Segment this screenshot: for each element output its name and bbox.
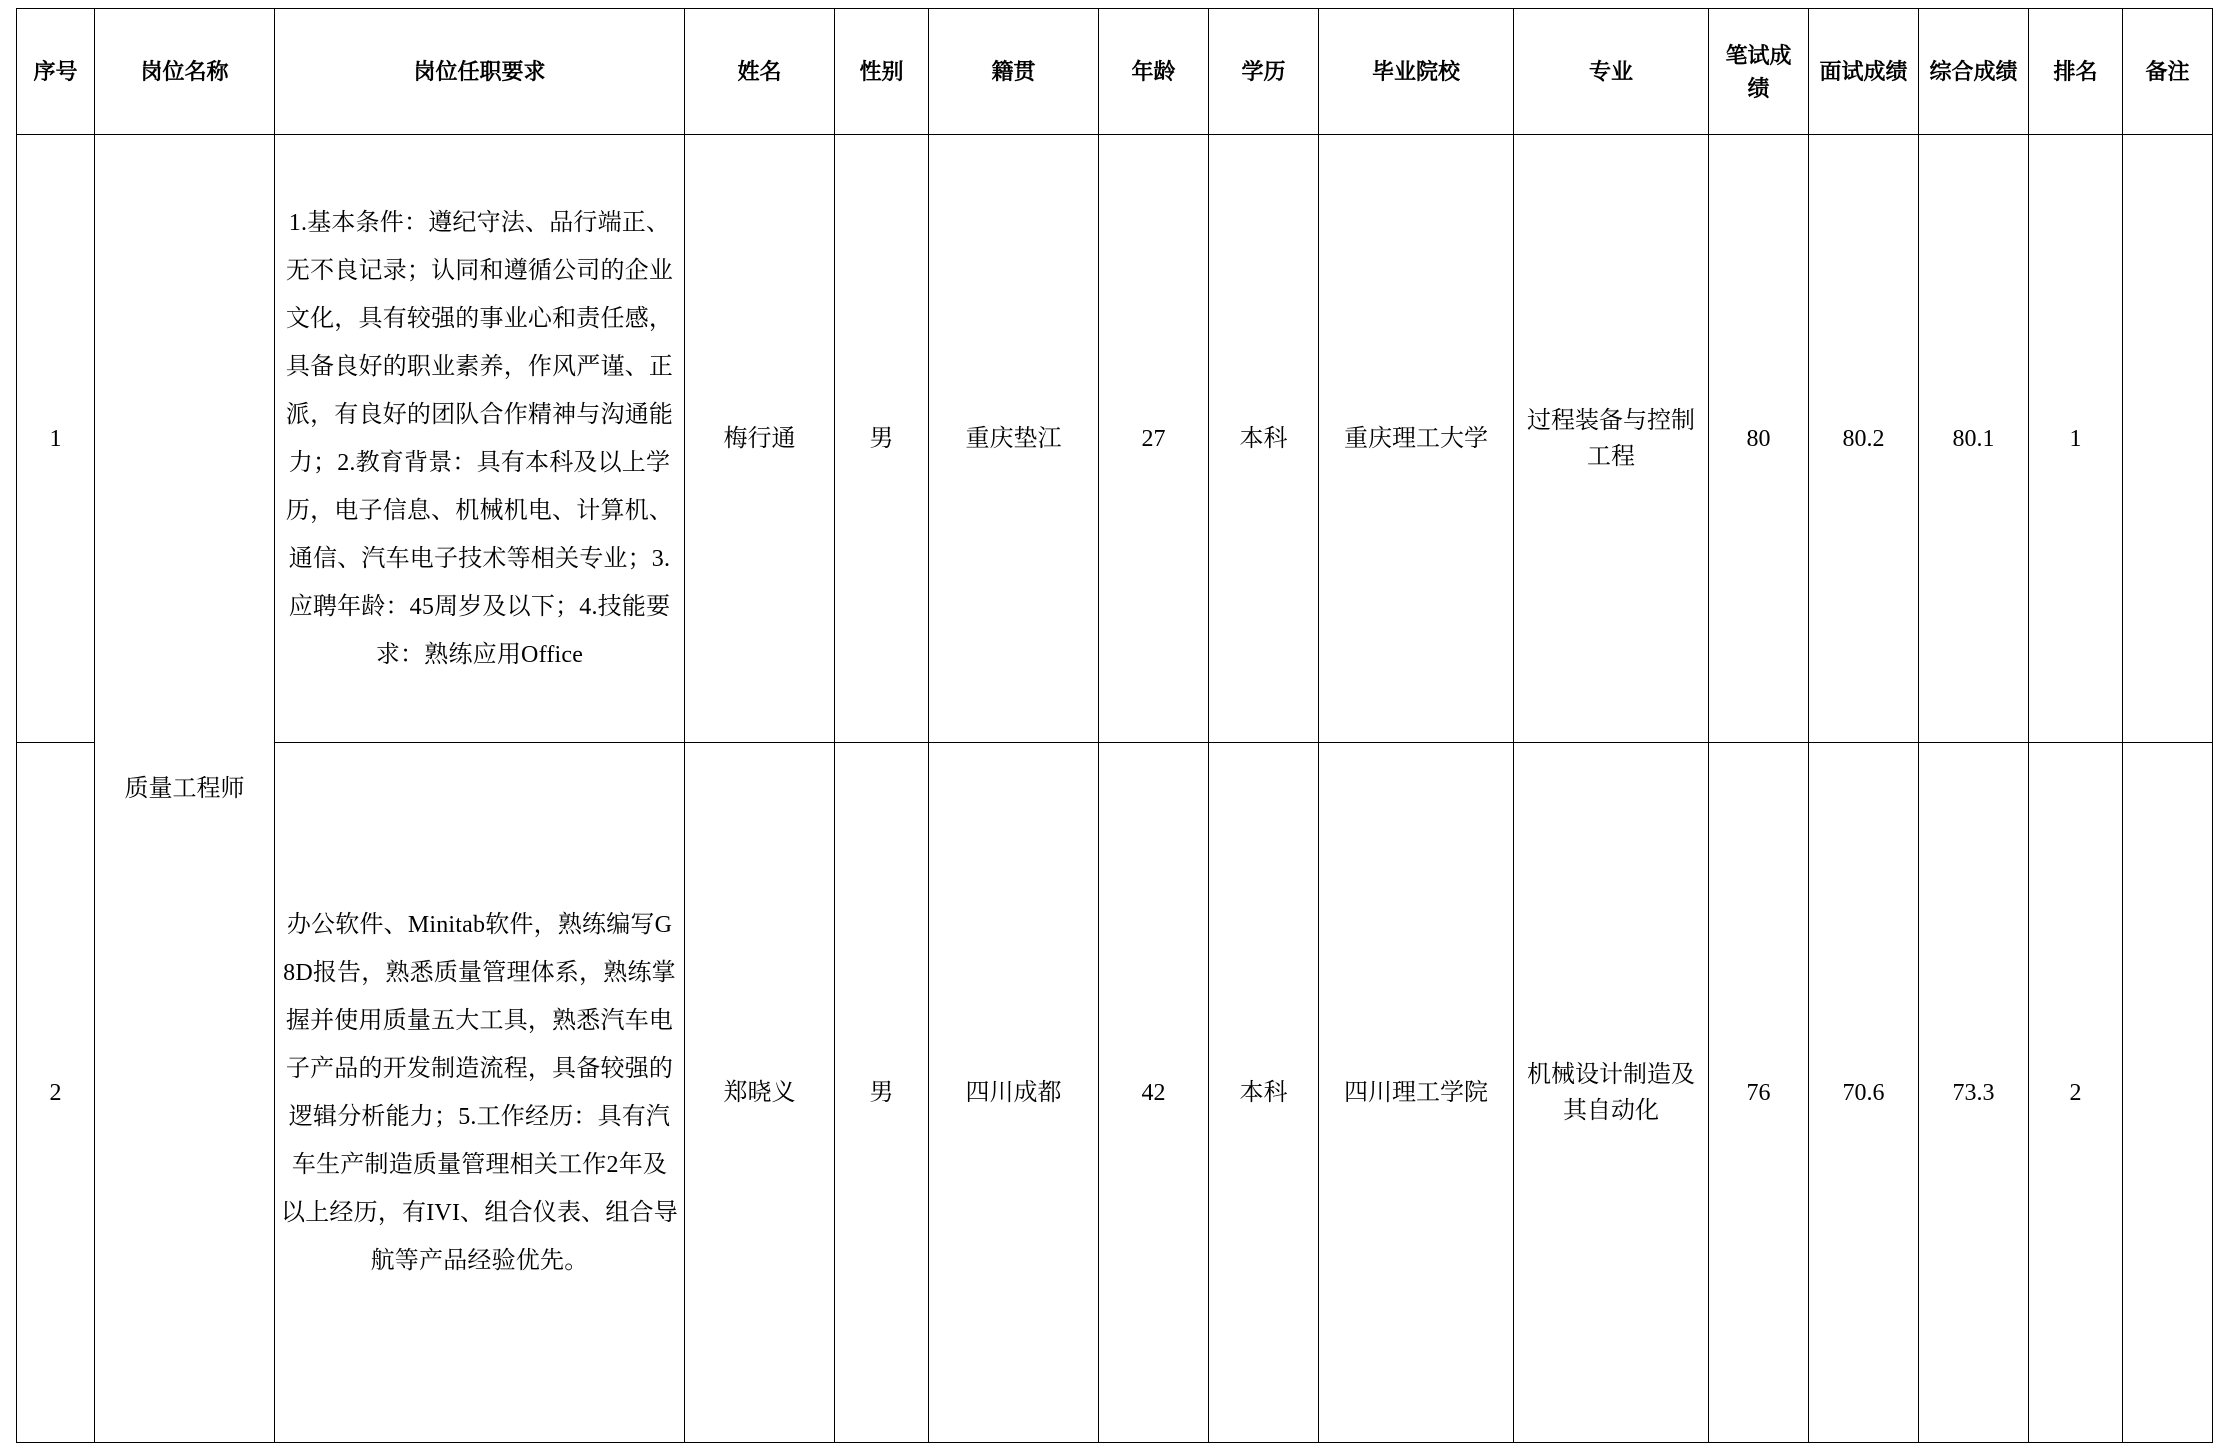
column-header-major: 专业: [1514, 9, 1709, 135]
cell-name: 郑晓义: [685, 743, 835, 1443]
cell-rank: 2: [2029, 743, 2123, 1443]
cell-gender: 男: [835, 135, 929, 743]
column-header-gender: 性别: [835, 9, 929, 135]
cell-major: 机械设计制造及其自动化: [1514, 743, 1709, 1443]
cell-seq: 1: [17, 135, 95, 743]
column-header-origin: 籍贯: [929, 9, 1099, 135]
recruitment-results-table: [16, 8, 2213, 1443]
cell-school: 重庆理工大学: [1319, 135, 1514, 743]
column-header-rank: 排名: [2029, 9, 2123, 135]
cell-seq: 2: [17, 743, 95, 1443]
cell-rank: 1: [2029, 135, 2123, 743]
cell-age: 42: [1099, 743, 1209, 1443]
table-header: [17, 9, 2213, 135]
column-header-name: 姓名: [685, 9, 835, 135]
column-header-education: 学历: [1209, 9, 1319, 135]
cell-total-score: 80.1: [1919, 135, 2029, 743]
cell-remark: [2123, 135, 2213, 743]
column-header-remark: 备注: [2123, 9, 2213, 135]
cell-remark: [2123, 743, 2213, 1443]
cell-total-score: 73.3: [1919, 743, 2029, 1443]
cell-school: 四川理工学院: [1319, 743, 1514, 1443]
table-body: [17, 135, 2213, 1443]
table-row: [17, 743, 2213, 1443]
cell-origin: 重庆垫江: [929, 135, 1099, 743]
requirement-text: 1.基本条件：遵纪守法、品行端正、无不良记录；认同和遵循公司的企业文化，具有较强的事业心和责任感，具备良好的职业素养，作风严谨、正派，有良好的团队合作精神与沟通能力；2.教育背景：具有本科及以上学历，电子信息、机械机电、计算机、通信、汽车电子技术等相关专业；3.应聘年龄：45周岁及以下；4.技能要求：熟练应用Office: [285, 209, 674, 668]
column-header-post-name: 岗位名称: [95, 9, 275, 135]
column-header-seq: 序号: [17, 9, 95, 135]
column-header-school: 毕业院校: [1319, 9, 1514, 135]
cell-written-score: 80: [1709, 135, 1809, 743]
column-header-interview-score: 面试成绩: [1809, 9, 1919, 135]
table-row: [17, 135, 2213, 743]
cell-age: 27: [1099, 135, 1209, 743]
cell-education: 本科: [1209, 135, 1319, 743]
column-header-written-score: 笔试成绩: [1709, 9, 1809, 135]
cell-major: 过程装备与控制工程: [1514, 135, 1709, 743]
column-header-age: 年龄: [1099, 9, 1209, 135]
cell-requirement-part-2: [275, 743, 685, 1443]
column-header-total-score: 综合成绩: [1919, 9, 2029, 135]
cell-requirement-part-1: [275, 135, 685, 743]
cell-origin: 四川成都: [929, 743, 1099, 1443]
cell-education: 本科: [1209, 743, 1319, 1443]
table-header-row: [17, 9, 2213, 135]
column-header-requirement: 岗位任职要求: [275, 9, 685, 135]
document-page: [0, 8, 2220, 1456]
cell-post-name: 质量工程师: [95, 135, 275, 1443]
cell-gender: 男: [835, 743, 929, 1443]
cell-written-score: 76: [1709, 743, 1809, 1443]
cell-interview-score: 70.6: [1809, 743, 1919, 1443]
cell-name: 梅行通: [685, 135, 835, 743]
cell-interview-score: 80.2: [1809, 135, 1919, 743]
requirement-text: 办公软件、Minitab软件，熟练编写G8D报告，熟悉质量管理体系，熟练掌握并使用质量五大工具，熟悉汽车电子产品的开发制造流程，具备较强的逻辑分析能力；5.工作经历：具有汽车生产制造质量管理相关工作2年及以上经历，有IVI、组合仪表、组合导航等产品经验优先。: [281, 911, 678, 1274]
